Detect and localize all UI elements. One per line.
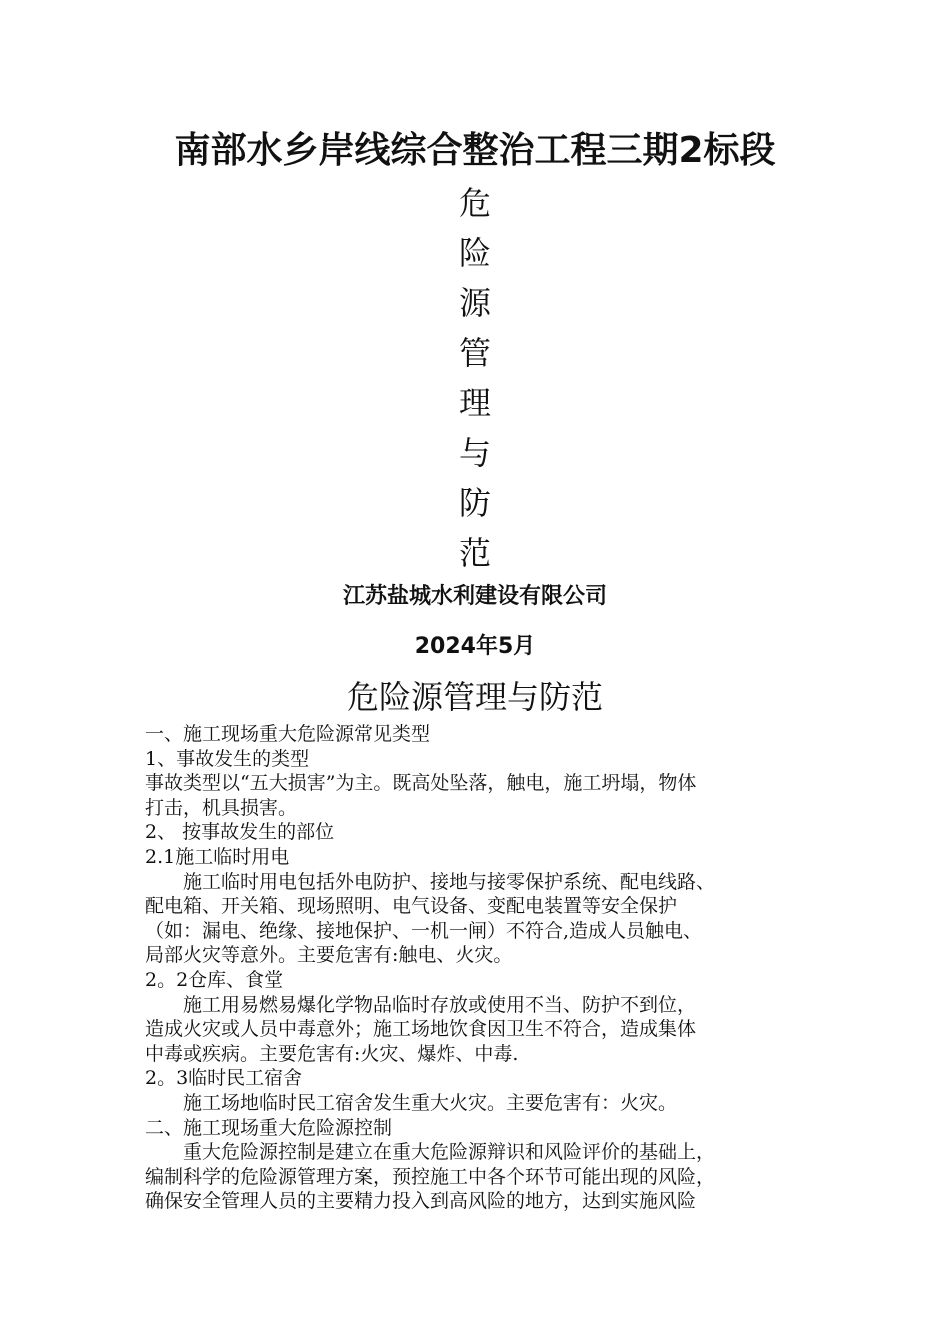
- heading-line: 2.1施工临时用电: [145, 845, 290, 868]
- vertical-title: [440, 180, 510, 580]
- vertical-title-char: 理: [458, 384, 491, 422]
- paragraph-line: 施工场地临时民工宿舍发生重大火灾。主要危害有：火灾。: [183, 1091, 678, 1114]
- vertical-title-char: 管: [458, 334, 491, 372]
- vertical-title-char: 危: [458, 184, 491, 222]
- vertical-title-char: 源: [458, 284, 491, 322]
- paragraph-line: 施工临时用电包括外电防护、接地与接零保护系统、配电线路、: [183, 870, 716, 893]
- vertical-title-char: 险: [458, 234, 491, 272]
- company-name: 江苏盐城水利建设有限公司: [342, 584, 607, 609]
- paragraph-line: （如：漏电、绝缘、接地保护、一机一闸）不符合,造成人员触电、: [145, 919, 703, 942]
- document-title: 南部水乡岸线综合整治工程三期2标段: [174, 130, 776, 171]
- heading-line: 2。2仓库、食堂: [145, 968, 284, 991]
- heading-line: 1、事故发生的类型: [145, 747, 310, 770]
- paragraph-line: 编制科学的危险源管理方案，预控施工中各个环节可能出现的风险，: [145, 1165, 716, 1188]
- heading-line: 一、施工现场重大危险源常见类型: [145, 723, 431, 745]
- vertical-title-char: 与: [458, 434, 491, 472]
- paragraph-line: 确保安全管理人员的主要精力投入到高风险的地方，达到实施风险: [145, 1190, 697, 1213]
- paragraph-line: 配电箱、开关箱、现场照明、电气设备、变配电装置等安全保护: [145, 895, 678, 918]
- paragraph-line: 局部火灾等意外。主要危害有:触电、火灾。: [145, 944, 513, 967]
- vertical-title-char: 防: [458, 484, 491, 522]
- heading-line: 2。3临时民工宿舍: [145, 1067, 303, 1090]
- heading-line: 二、施工现场重大危险源控制: [145, 1116, 393, 1139]
- paragraph-line: 中毒或疾病。主要危害有:火灾、爆炸、中毒.: [145, 1042, 519, 1065]
- body-text: [145, 722, 825, 1214]
- paragraph-line: 事故类型以“五大损害”为主。既高处坠落，触电，施工坍塌，物体: [145, 772, 697, 795]
- document-date: 2024年5月: [414, 634, 536, 659]
- paragraph-line: 造成火灾或人员中毒意外；施工场地饮食因卫生不符合，造成集体: [145, 1018, 697, 1041]
- paragraph-line: 重大危险源控制是建立在重大危险源辩识和风险评价的基础上，: [183, 1141, 716, 1164]
- section-title: 危险源管理与防范: [346, 678, 603, 716]
- paragraph-line: 施工用易燃易爆化学物品临时存放或使用不当、防护不到位，: [183, 993, 697, 1016]
- vertical-title-char: 范: [458, 534, 491, 572]
- paragraph-line: 打击，机具损害。: [145, 796, 298, 819]
- heading-line: 2、 按事故发生的部位: [145, 821, 335, 844]
